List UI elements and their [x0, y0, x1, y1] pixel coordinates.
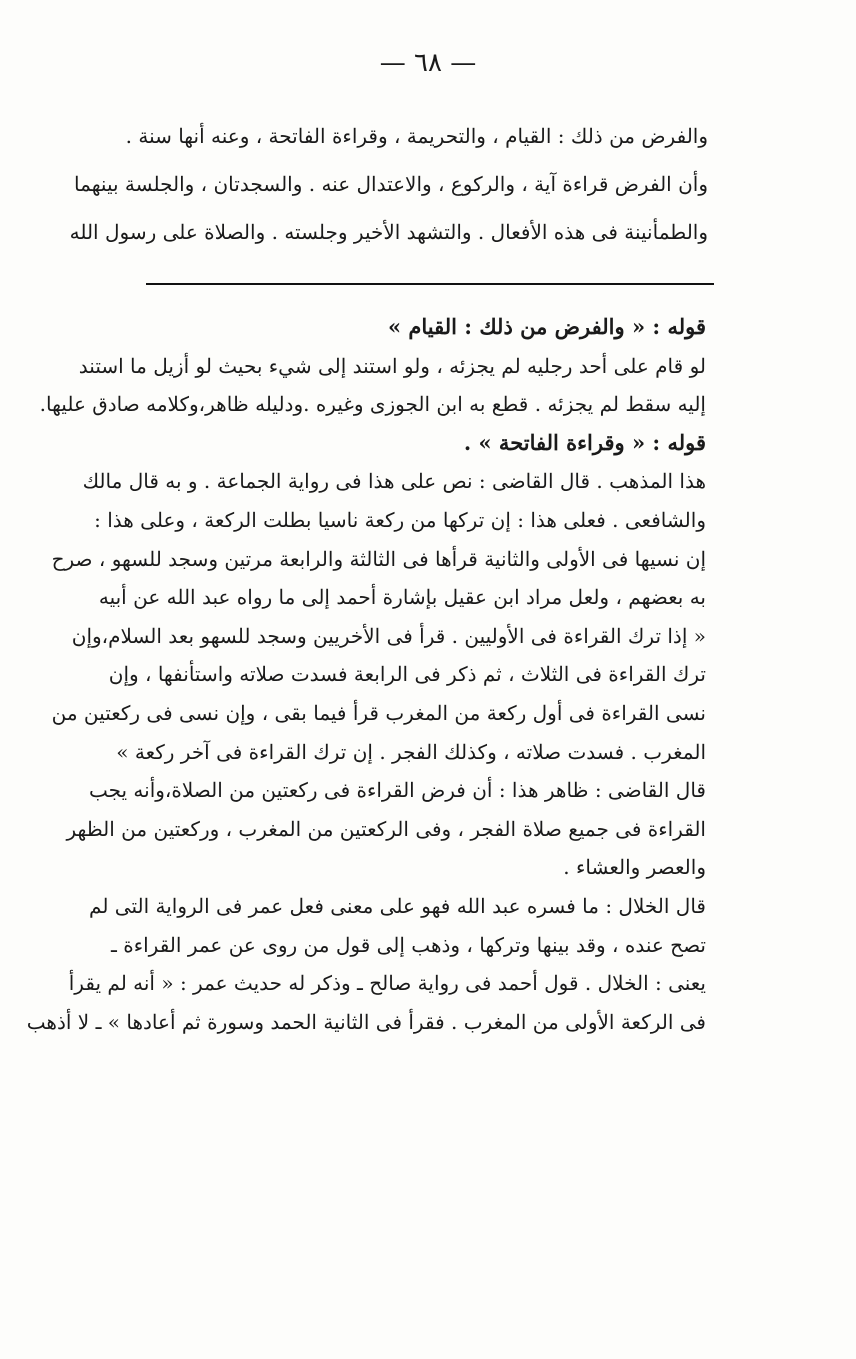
commentary-line: « إذا ترك القراءة فى الأوليين . قرأ فى الأخريين وسجد للسهو بعد السلام،وإن [71, 623, 706, 648]
commentary-line: نسى القراءة فى أول ركعة من المغرب قرأ فيما بقى ، وإن نسى فى ركعتين من [51, 700, 706, 725]
commentary-line: لو قام على أحد رجليه لم يجزئه ، ولو استند إلى شيء بحيث لو أزيل ما استند [78, 353, 706, 378]
commentary-line: والعصر والعشاء . [563, 855, 706, 880]
commentary-line: هذا المذهب . قال القاضى : نص على هذا فى رواية الجماعة . و به قال مالك [82, 469, 706, 494]
matn-text [69, 112, 708, 256]
commentary-line: به بعضهم ، ولعل مراد ابن عقيل بإشارة أحمد إلى ما رواه عبد الله عن أبيه [98, 585, 706, 610]
matn-line: والطمأنينة فى هذه الأفعال . والتشهد الأخير وجلسته . والصلاة على رسول الله [69, 220, 708, 244]
matn-line: وأن الفرض قراءة آية ، والركوع ، والاعتدال عنه . والسجدتان ، والجلسة بينهما [74, 172, 708, 196]
matn-line: والفرض من ذلك : القيام ، والتحريمة ، وقراءة الفاتحة ، وعنه أنها سنة . [125, 124, 708, 148]
commentary-line: فى الركعة الأولى من المغرب . فقرأ فى الثانية الحمد وسورة ثم أعادها » ـ لا أذهب [26, 1009, 706, 1034]
separator-rule [146, 283, 714, 285]
commentary-line: المغرب . فسدت صلاته ، وكذلك الفجر . إن ترك القراءة فى آخر ركعة » [116, 739, 706, 764]
page-number: — ٦٨ — [379, 48, 477, 78]
commentary-line: والشافعى . فعلى هذا : إن تركها من ركعة ناسيا بطلت الركعة ، وعلى هذا : [94, 507, 706, 532]
commentary-line: يعنى : الخلال . قول أحمد فى رواية صالح ـ وذكر له حديث عمر : « أنه لم يقرأ [68, 971, 706, 996]
commentary-line: قال القاضى : ظاهر هذا : أن فرض القراءة فى ركعتين من الصلاة،وأنه يجب [88, 778, 706, 803]
commentary-heading: قوله : « وقراءة الفاتحة » . [463, 429, 706, 455]
commentary-line: قال الخلال : ما فسره عبد الله فهو على معنى فعل عمر فى الرواية التى لم [89, 893, 706, 918]
commentary-heading: قوله : « والفرض من ذلك : القيام » [387, 314, 706, 339]
commentary-line: ترك القراءة فى الثلاث ، ثم ذكر فى الرابعة فسدت صلاته واستأنفها ، وإن [108, 662, 706, 687]
sharh-text [26, 308, 706, 1041]
commentary-line: إن نسيها فى الأولى والثانية قرأها فى الثالثة والرابعة مرتين وسجد للسهو ، صرح [51, 546, 706, 571]
commentary-line: القراءة فى جميع صلاة الفجر ، وفى الركعتين من المغرب ، وركعتين من الظهر [66, 816, 706, 841]
commentary-line: تصح عنده ، وقد بينها وتركها ، وذهب إلى قول من روى عن عمر القراءة ـ [111, 932, 706, 957]
commentary-line: إليه سقط لم يجزئه . قطع به ابن الجوزى وغيره .ودليله ظاهر،وكلامه صادق عليها. [39, 392, 706, 417]
